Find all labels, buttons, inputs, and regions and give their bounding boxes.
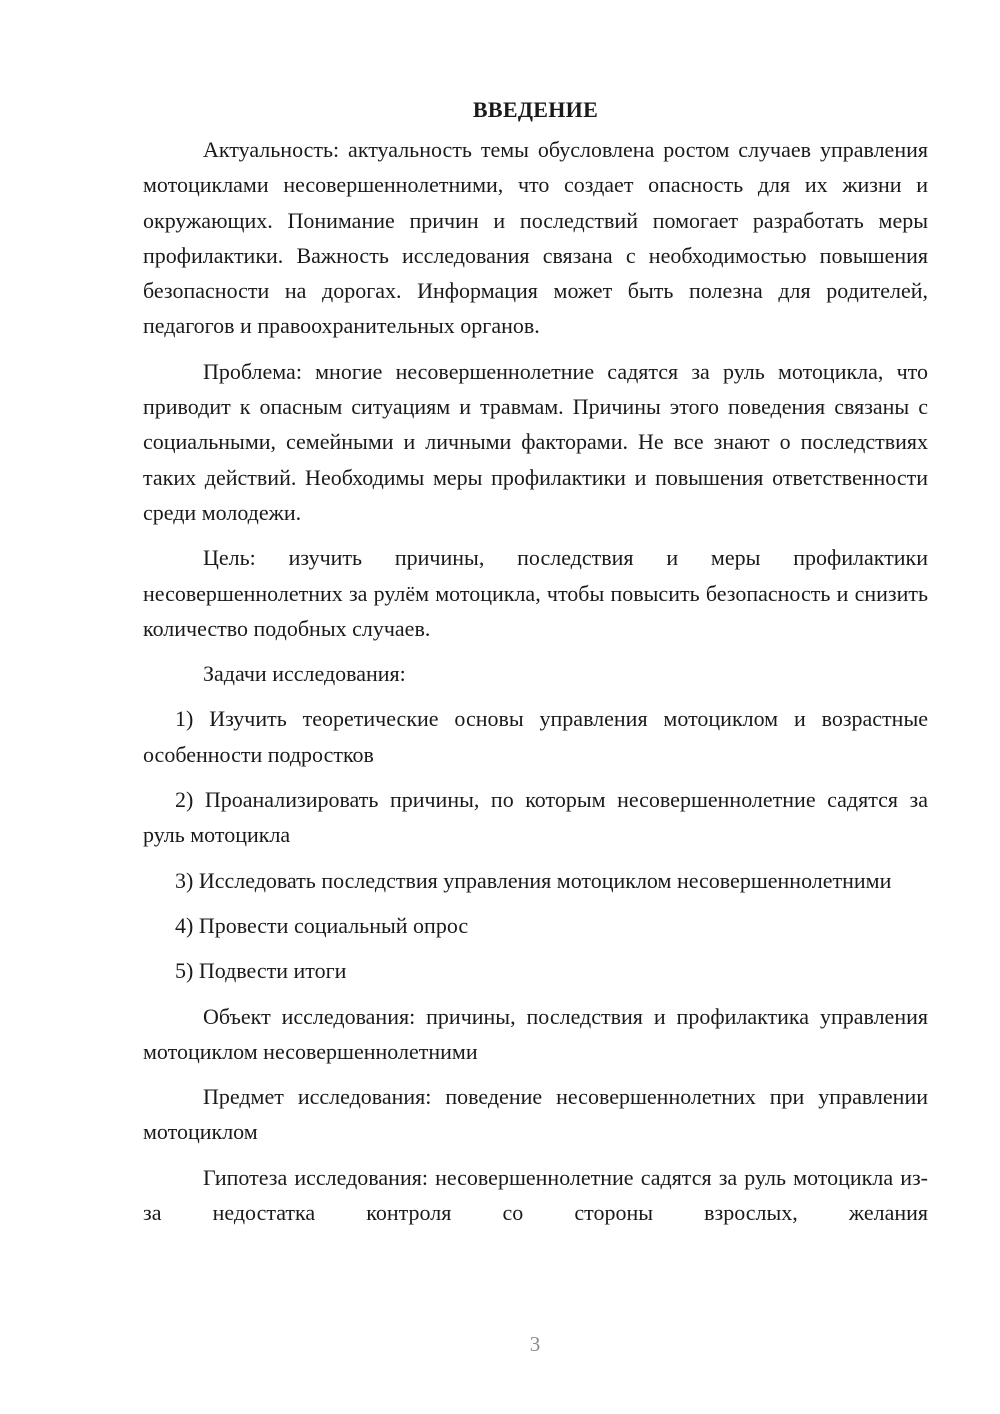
section-title: ВВЕДЕНИЕ	[472, 97, 599, 122]
task-item-2: 2) Проанализировать причины, по которым несовершеннолетние садятся за руль мотоцикла	[143, 787, 928, 848]
paragraph-hypothesis: Гипотеза исследования: несовершеннолетние садятся за руль мотоцикла из-за недостатка контроля со стороны взрослых, желания	[143, 1164, 928, 1226]
document-page	[143, 92, 928, 1230]
task-item-3: 3) Исследовать последствия управления мотоциклом несовершеннолетними	[175, 867, 892, 893]
task-item-5: 5) Подвести итоги	[175, 958, 347, 984]
paragraph-tasks-heading: Задачи исследования:	[203, 661, 406, 687]
paragraph-problem: Проблема: многие несовершеннолетние садятся за руль мотоцикла, что приводит к опасным ситуациям и травмам. Причины этого поведения связаны с социальными, семейными и личными факторами. Не все знают о последствиях таких действий. Необходимы меры профилактики и повышения ответственности среди молодежи.	[143, 358, 928, 525]
paragraph-goal: Цель: изучить причины, последствия и меры профилактики несовершеннолетних за рулём мотоцикла, чтобы повысить безопасность и снизить количество подобных случаев.	[143, 545, 928, 641]
page-number: 3	[529, 1332, 541, 1356]
paragraph-relevance: Актуальность: актуальность темы обусловлена ростом случаев управления мотоциклами несовершеннолетними, что создает опасность для их жизни и окружающих. Понимание причин и последствий помогает разработать меры профилактики. Важность исследования связана с необходимостью повышения безопасности на дорогах. Информация может быть полезна для родителей, педагогов и правоохранительных органов.	[143, 137, 928, 339]
task-item-4: 4) Провести социальный опрос	[175, 912, 469, 938]
paragraph-object: Объект исследования: причины, последствия и профилактика управления мотоциклом несовершеннолетними	[143, 1003, 928, 1064]
paragraph-subject: Предмет исследования: поведение несовершеннолетних при управлении мотоциклом	[143, 1084, 928, 1145]
task-item-1: 1) Изучить теоретические основы управления мотоциклом и возрастные особенности подростков	[143, 706, 928, 767]
